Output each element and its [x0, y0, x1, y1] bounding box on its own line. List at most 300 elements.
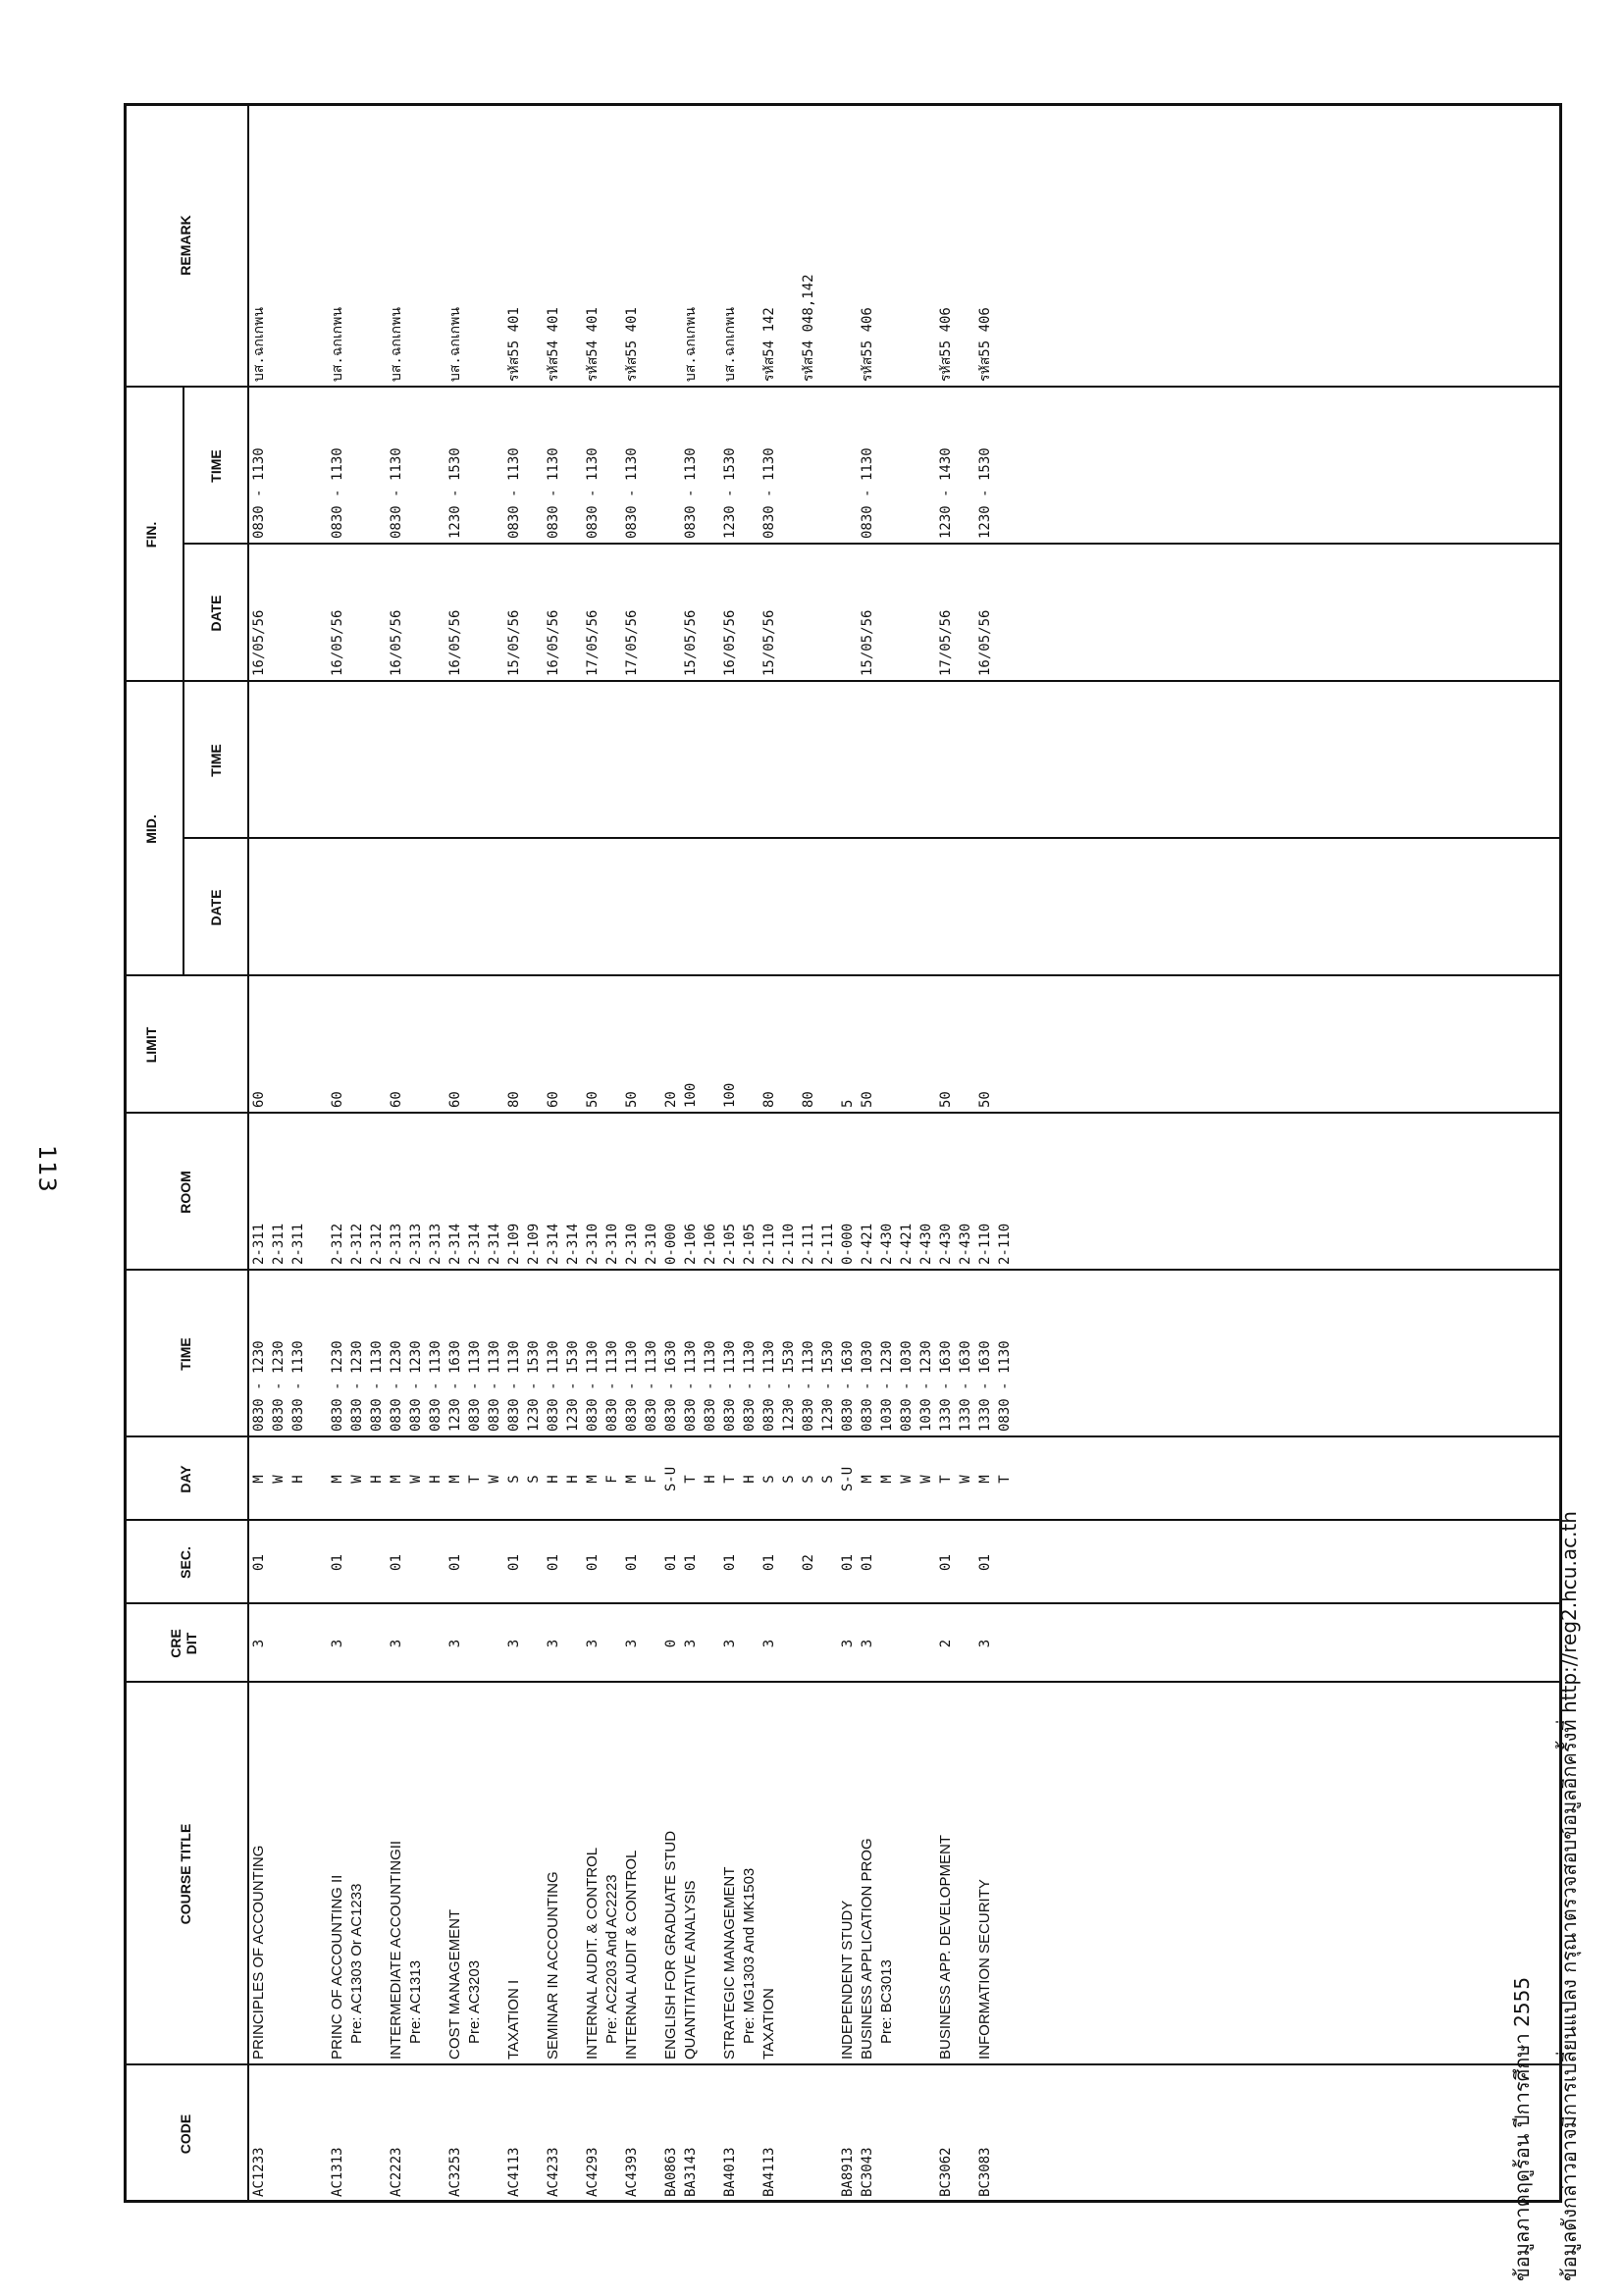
mid-time-cell: [779, 682, 799, 839]
credit-cell: [740, 1604, 759, 1683]
fin-date-cell: [347, 545, 367, 682]
table-row: [426, 103, 445, 2203]
fin-date-cell: [288, 545, 308, 682]
room-cell: 2-313: [389, 1223, 404, 1265]
fin-time-cell: 0830 - 1130: [585, 447, 601, 539]
mid-date-cell: [936, 839, 956, 976]
table-row: [779, 103, 799, 2203]
mid-date-cell: [818, 839, 838, 976]
mid-time-cell: [622, 682, 642, 839]
credit-cell: 0: [663, 1639, 679, 1648]
mid-time-cell: [720, 682, 740, 839]
credit-cell: 3: [840, 1639, 856, 1648]
room-cell: 2-110: [781, 1223, 797, 1265]
limit-cell: [818, 976, 838, 1114]
limit-cell: 60: [330, 1091, 345, 1108]
course-title-cell: BUSINESS APP. DEVELOPMENT: [937, 1835, 954, 2060]
room-cell: 2-310: [624, 1223, 640, 1265]
credit-cell: [406, 1604, 426, 1683]
credit-cell: 3: [722, 1639, 738, 1648]
room-cell: 2-430: [879, 1223, 895, 1265]
limit-cell: [269, 976, 288, 1114]
table-row: [936, 103, 956, 2203]
room-cell: 2-310: [585, 1223, 601, 1265]
code-cell: AC3253: [447, 2147, 463, 2197]
time-cell: 1230 - 1630: [447, 1340, 463, 1432]
limit-cell: 50: [624, 1091, 640, 1108]
code-cell: AC1313: [330, 2147, 345, 2197]
table-row: [288, 103, 308, 2203]
limit-cell: [642, 976, 661, 1114]
remark-cell: [956, 103, 975, 388]
mid-time-cell: [583, 682, 602, 839]
mid-time-cell: [661, 682, 681, 839]
course-title-cell: [956, 1683, 975, 2065]
section-cell: [465, 1521, 485, 1604]
header-mid-time: TIME: [208, 744, 224, 777]
table-row: [701, 103, 720, 2203]
code-cell: BC3083: [977, 2147, 993, 2197]
mid-date-cell: [563, 839, 583, 976]
time-cell: 0830 - 1030: [899, 1340, 915, 1432]
course-title-cell: [799, 1683, 818, 2065]
day-cell: M: [389, 1475, 404, 1484]
fin-date-cell: 15/05/56: [683, 609, 699, 676]
room-cell: 2-313: [428, 1223, 444, 1265]
limit-cell: 50: [938, 1091, 954, 1108]
table-row: [975, 103, 995, 2203]
fin-date-cell: 16/05/56: [251, 609, 267, 676]
room-cell: 2-106: [683, 1223, 699, 1265]
top-note: ข้อมูลภาคฤดูร้อน ปีการศึกษา 2555: [1510, 1976, 1534, 2281]
limit-cell: 60: [546, 1091, 561, 1108]
fin-date-cell: [740, 545, 759, 682]
day-cell: W: [958, 1475, 973, 1484]
remark-cell: [524, 103, 544, 388]
mid-date-cell: [406, 839, 426, 976]
course-title-cell: [308, 1683, 328, 2065]
mid-time-cell: [975, 682, 995, 839]
fin-time-cell: [465, 388, 485, 545]
time-cell: 0830 - 1230: [271, 1340, 287, 1432]
limit-cell: [465, 976, 485, 1114]
limit-cell: 80: [801, 1091, 816, 1108]
table-row: [445, 103, 465, 2203]
section-cell: 01: [663, 1554, 679, 1571]
room-cell: 2-110: [761, 1223, 777, 1265]
fin-date-cell: 16/05/56: [330, 609, 345, 676]
fin-time-cell: [406, 388, 426, 545]
limit-cell: [308, 976, 328, 1114]
mid-time-cell: [504, 682, 524, 839]
limit-cell: [524, 976, 544, 1114]
course-title-cell: [426, 1683, 445, 2065]
limit-cell: [347, 976, 367, 1114]
mid-date-cell: [269, 839, 288, 976]
room-cell: 2-430: [958, 1223, 973, 1265]
table-row: [897, 103, 916, 2203]
mid-time-cell: [563, 682, 583, 839]
fin-time-cell: [799, 388, 818, 545]
credit-cell: [288, 1604, 308, 1683]
mid-date-cell: [740, 839, 759, 976]
credit-cell: 3: [977, 1639, 993, 1648]
table-row: [504, 103, 524, 2203]
course-title-cell: PRINCIPLES OF ACCOUNTING: [250, 1845, 267, 2060]
mid-date-cell: [877, 839, 897, 976]
credit-cell: [465, 1604, 485, 1683]
credit-cell: 3: [624, 1639, 640, 1648]
mid-date-cell: [681, 839, 701, 976]
course-title-cell: INTERMEDIATE ACCOUNTINGII: [388, 1840, 404, 2060]
mid-time-cell: [818, 682, 838, 839]
room-cell: 2-312: [330, 1223, 345, 1265]
time-cell: 0830 - 1130: [644, 1340, 659, 1432]
table-row: [602, 103, 622, 2203]
room-cell: 2-311: [251, 1223, 267, 1265]
fin-time-cell: [838, 388, 858, 545]
code-cell: [995, 2065, 1015, 2203]
mid-time-cell: [995, 682, 1015, 839]
fin-time-cell: [524, 388, 544, 545]
mid-time-cell: [642, 682, 661, 839]
mid-date-cell: [583, 839, 602, 976]
mid-date-cell: [367, 839, 387, 976]
mid-date-cell: [524, 839, 544, 976]
fin-date-cell: [426, 545, 445, 682]
mid-time-cell: [838, 682, 858, 839]
day-cell: S: [781, 1475, 797, 1484]
table-row: [406, 103, 426, 2203]
mid-date-cell: [602, 839, 622, 976]
time-cell: 0830 - 1130: [624, 1340, 640, 1432]
fin-date-cell: [524, 545, 544, 682]
room-cell: 2-110: [977, 1223, 993, 1265]
limit-cell: 60: [389, 1091, 404, 1108]
time-cell: 0830 - 1130: [467, 1340, 483, 1432]
time-cell: 0830 - 1130: [997, 1340, 1013, 1432]
mid-date-cell: [701, 839, 720, 976]
day-cell: W: [271, 1475, 287, 1484]
day-cell: M: [251, 1475, 267, 1484]
table-row: [544, 103, 563, 2203]
code-cell: [288, 2065, 308, 2203]
section-cell: [602, 1521, 622, 1604]
remark-cell: [740, 103, 759, 388]
fin-date-cell: [465, 545, 485, 682]
mid-date-cell: [426, 839, 445, 976]
mid-time-cell: [701, 682, 720, 839]
day-cell: [308, 1437, 328, 1521]
fin-time-cell: 1230 - 1530: [977, 447, 993, 539]
fin-time-cell: [995, 388, 1015, 545]
code-cell: [524, 2065, 544, 2203]
time-cell: 0830 - 1130: [290, 1340, 306, 1432]
course-title-cell: [642, 1683, 661, 2065]
course-title-cell: SEMINAR IN ACCOUNTING: [545, 1871, 561, 2060]
time-cell: 1330 - 1630: [977, 1340, 993, 1432]
mid-time-cell: [799, 682, 818, 839]
course-title-cell: [485, 1683, 504, 2065]
remark-cell: [661, 103, 681, 388]
fin-time-cell: 1230 - 1430: [938, 447, 954, 539]
remark-cell: รหัส55 406: [860, 307, 875, 382]
room-cell: 2-314: [447, 1223, 463, 1265]
day-cell: S: [801, 1475, 816, 1484]
credit-cell: 2: [938, 1639, 954, 1648]
course-title-cell: TAXATION I: [505, 1979, 522, 2060]
time-cell: 0830 - 1230: [251, 1340, 267, 1432]
limit-cell: [701, 976, 720, 1114]
header-credit: CRE DIT: [168, 1629, 199, 1658]
code-cell: [779, 2065, 799, 2203]
course-title-cell: [288, 1683, 308, 2065]
fin-time-cell: [916, 388, 936, 545]
day-cell: M: [879, 1475, 895, 1484]
mid-time-cell: [347, 682, 367, 839]
section-cell: [288, 1521, 308, 1604]
limit-cell: 50: [585, 1091, 601, 1108]
credit-cell: 3: [546, 1639, 561, 1648]
code-cell: BA4113: [761, 2147, 777, 2197]
mid-time-cell: [249, 682, 269, 839]
mid-date-cell: [897, 839, 916, 976]
limit-cell: [740, 976, 759, 1114]
section-cell: [701, 1521, 720, 1604]
mid-time-cell: [288, 682, 308, 839]
mid-date-cell: [485, 839, 504, 976]
code-cell: BC3062: [938, 2147, 954, 2197]
time-cell: 1230 - 1530: [565, 1340, 581, 1432]
room-cell: 2-109: [506, 1223, 522, 1265]
section-cell: 02: [801, 1554, 816, 1571]
table-row: [387, 103, 406, 2203]
section-cell: [347, 1521, 367, 1604]
time-cell: 1030 - 1230: [879, 1340, 895, 1432]
remark-cell: บส.ฉกเกพน: [330, 307, 345, 382]
time-cell: 1230 - 1530: [781, 1340, 797, 1432]
day-cell: S-U: [840, 1466, 856, 1492]
fin-time-cell: 0830 - 1130: [860, 447, 875, 539]
fin-time-cell: [347, 388, 367, 545]
code-cell: [897, 2065, 916, 2203]
fin-time-cell: 0830 - 1130: [389, 447, 404, 539]
mid-date-cell: [544, 839, 563, 976]
mid-date-cell: [720, 839, 740, 976]
credit-cell: [779, 1604, 799, 1683]
section-cell: 01: [447, 1554, 463, 1571]
remark-cell: [838, 103, 858, 388]
course-title-cell: TAXATION: [760, 1988, 777, 2060]
limit-cell: [779, 976, 799, 1114]
table-row: [858, 103, 877, 2203]
time-cell: 1230 - 1530: [820, 1340, 836, 1432]
code-cell: [426, 2065, 445, 2203]
table-row: [799, 103, 818, 2203]
credit-cell: [916, 1604, 936, 1683]
time-cell: 0830 - 1130: [761, 1340, 777, 1432]
fin-time-cell: [367, 388, 387, 545]
section-cell: 01: [624, 1554, 640, 1571]
credit-cell: 3: [506, 1639, 522, 1648]
remark-cell: บส.ฉกเกพน: [683, 307, 699, 382]
code-cell: BA4013: [722, 2147, 738, 2197]
section-cell: [367, 1521, 387, 1604]
fin-time-cell: 0830 - 1130: [251, 447, 267, 539]
fin-date-cell: [485, 545, 504, 682]
fin-date-cell: 15/05/56: [506, 609, 522, 676]
limit-cell: 50: [860, 1091, 875, 1108]
remark-cell: [916, 103, 936, 388]
code-cell: [799, 2065, 818, 2203]
table-row: [524, 103, 544, 2203]
credit-cell: [524, 1604, 544, 1683]
day-cell: H: [742, 1475, 758, 1484]
course-title-cell: Pre: AC3203: [466, 1959, 483, 2044]
mid-time-cell: [916, 682, 936, 839]
time-cell: 0830 - 1630: [663, 1340, 679, 1432]
limit-cell: 100: [683, 1082, 699, 1108]
section-cell: [269, 1521, 288, 1604]
remark-cell: บส.ฉกเกพน: [722, 307, 738, 382]
header-mid-date: DATE: [208, 889, 224, 926]
room-cell: 0-000: [663, 1223, 679, 1265]
day-cell: W: [349, 1475, 365, 1484]
code-cell: [956, 2065, 975, 2203]
credit-cell: [347, 1604, 367, 1683]
time-cell: 0830 - 1130: [801, 1340, 816, 1432]
course-title-cell: Pre: AC1303 Or AC1233: [348, 1883, 365, 2044]
section-cell: [642, 1521, 661, 1604]
course-title-cell: INDEPENDENT STUDY: [839, 1900, 856, 2060]
code-cell: [308, 2065, 328, 2203]
mid-date-cell: [975, 839, 995, 976]
mid-date-cell: [995, 839, 1015, 976]
mid-time-cell: [681, 682, 701, 839]
mid-date-cell: [328, 839, 347, 976]
fin-time-cell: 1230 - 1530: [447, 447, 463, 539]
limit-cell: 100: [722, 1082, 738, 1108]
course-title-cell: [995, 1683, 1015, 2065]
mid-time-cell: [387, 682, 406, 839]
remark-cell: [269, 103, 288, 388]
header-fin-time: TIME: [208, 449, 224, 483]
table-row: [681, 103, 701, 2203]
section-cell: 01: [860, 1554, 875, 1571]
mid-time-cell: [524, 682, 544, 839]
day-cell: M: [860, 1475, 875, 1484]
fin-date-cell: [799, 545, 818, 682]
header-room: ROOM: [178, 1171, 193, 1214]
credit-cell: [897, 1604, 916, 1683]
mid-date-cell: [799, 839, 818, 976]
fin-date-cell: [838, 545, 858, 682]
limit-cell: [602, 976, 622, 1114]
fin-time-cell: [602, 388, 622, 545]
room-cell: 2-313: [408, 1223, 424, 1265]
remark-cell: บส.ฉกเกพน: [447, 307, 463, 382]
mid-time-cell: [936, 682, 956, 839]
course-title-cell: QUANTITATIVE ANALYSIS: [682, 1880, 699, 2060]
credit-cell: [642, 1604, 661, 1683]
day-cell: S: [761, 1475, 777, 1484]
section-cell: 01: [722, 1554, 738, 1571]
code-cell: [367, 2065, 387, 2203]
mid-time-cell: [328, 682, 347, 839]
mid-date-cell: [759, 839, 779, 976]
fin-date-cell: 15/05/56: [860, 609, 875, 676]
day-cell: S: [820, 1475, 836, 1484]
section-cell: 01: [506, 1554, 522, 1571]
table-row: [269, 103, 288, 2203]
table-row: [563, 103, 583, 2203]
credit-cell: [308, 1604, 328, 1683]
section-cell: 01: [840, 1554, 856, 1571]
credit-cell: [956, 1604, 975, 1683]
credit-cell: [367, 1604, 387, 1683]
fin-date-cell: [308, 545, 328, 682]
room-cell: 2-314: [565, 1223, 581, 1265]
fin-date-cell: [916, 545, 936, 682]
table-row: [916, 103, 936, 2203]
course-table: [249, 103, 1015, 2203]
code-cell: BA8913: [840, 2147, 856, 2197]
code-cell: BC3043: [860, 2147, 875, 2197]
fin-date-cell: 17/05/56: [585, 609, 601, 676]
course-title-cell: Pre: AC1313: [407, 1959, 424, 2044]
course-title-cell: PRINC OF ACCOUNTING II: [329, 1874, 345, 2060]
time-cell: 0830 - 1130: [506, 1340, 522, 1432]
time-cell: 0830 - 1130: [722, 1340, 738, 1432]
header-time: TIME: [178, 1337, 193, 1371]
code-cell: [877, 2065, 897, 2203]
time-cell: 0830 - 1130: [604, 1340, 620, 1432]
time-cell: 0830 - 1230: [349, 1340, 365, 1432]
day-cell: H: [565, 1475, 581, 1484]
remark-cell: [779, 103, 799, 388]
code-cell: AC4393: [624, 2147, 640, 2197]
mid-date-cell: [288, 839, 308, 976]
credit-cell: 3: [330, 1639, 345, 1648]
day-cell: M: [447, 1475, 463, 1484]
course-title-cell: Pre: MG1303 And MK1503: [741, 1867, 758, 2044]
table-row: [995, 103, 1015, 2203]
remark-cell: รหัส55 401: [624, 307, 640, 382]
room-cell: 2-421: [860, 1223, 875, 1265]
mid-time-cell: [445, 682, 465, 839]
remark-cell: [563, 103, 583, 388]
table-row: [465, 103, 485, 2203]
limit-cell: 60: [251, 1091, 267, 1108]
table-row: [720, 103, 740, 2203]
table-row: [838, 103, 858, 2203]
remark-cell: [426, 103, 445, 388]
time-cell: 0830 - 1230: [408, 1340, 424, 1432]
mid-time-cell: [426, 682, 445, 839]
remark-cell: [347, 103, 367, 388]
mid-time-cell: [877, 682, 897, 839]
header-fin-date: DATE: [208, 595, 224, 632]
schedule-sheet: [124, 103, 1562, 2203]
section-cell: [956, 1521, 975, 1604]
fin-time-cell: [701, 388, 720, 545]
room-cell: 2-110: [997, 1223, 1013, 1265]
mid-time-cell: [544, 682, 563, 839]
mid-date-cell: [661, 839, 681, 976]
limit-cell: [563, 976, 583, 1114]
section-cell: [406, 1521, 426, 1604]
credit-cell: 3: [860, 1639, 875, 1648]
